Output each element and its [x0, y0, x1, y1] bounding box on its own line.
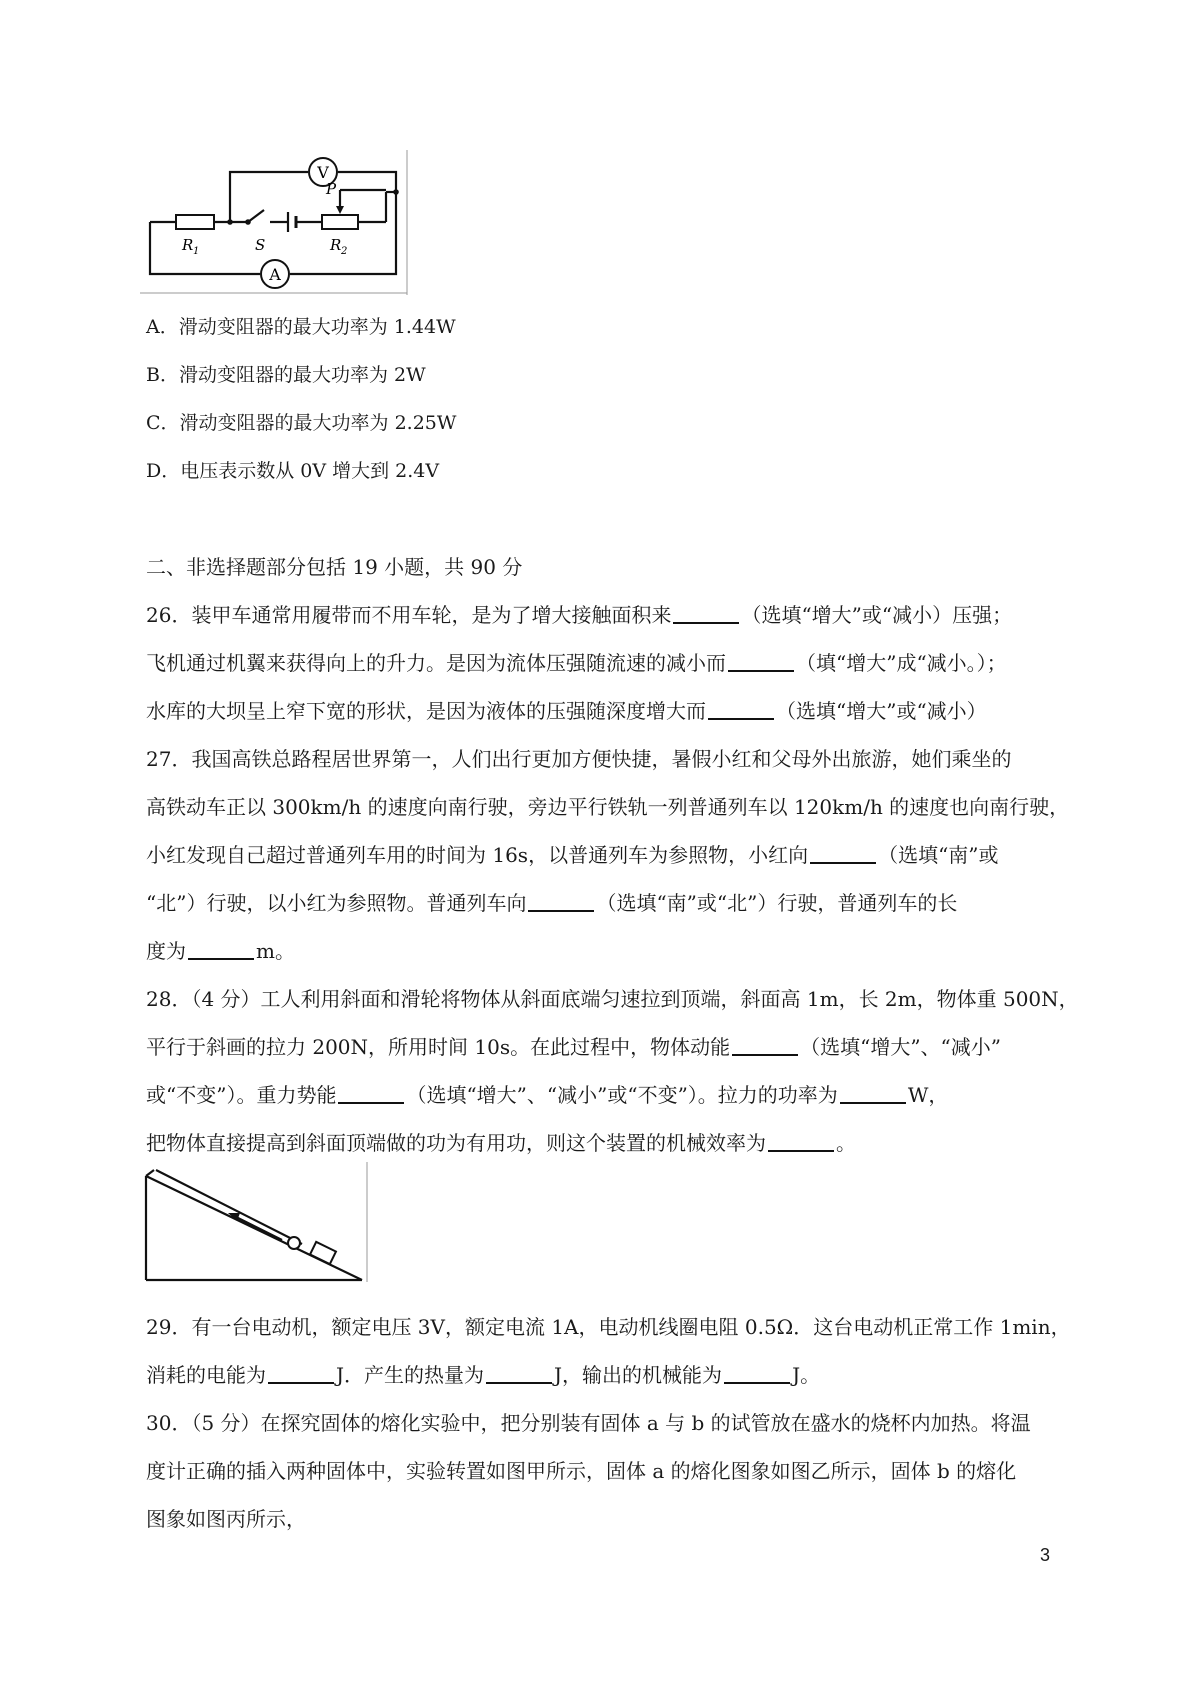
q30-line-2: 度计正确的插入两种固体中，实验转置如图甲所示，固体 a 的熔化图象如图乙所示，固体 b 的熔化 [146, 1459, 1017, 1483]
q27-line-2: 高铁动车正以 300km/h 的速度向南行驶，旁边平行铁轨一列普通列车以 120km/h 的速度也向南行驶， [146, 795, 1070, 819]
circuit-diagram [140, 150, 410, 295]
q26-line-1 [146, 601, 1012, 629]
answer-blank [486, 1362, 552, 1384]
option-a: A．滑动变阻器的最大功率为 1.44W [146, 316, 456, 338]
q28-text: 把物体直接提高到斜面顶端做的功为有用功，则这个装置的机械效率为 [146, 1131, 766, 1155]
q28-line-1: 28．（4 分）工人利用斜面和滑轮将物体从斜面底端匀速拉到顶端，斜面高 1m，长 2m，物体重 500N， [146, 987, 1079, 1011]
q27-text: （选填“南”或“北”）行驶，普通列车的长 [596, 891, 958, 915]
answer-blank [724, 1362, 790, 1384]
q29-text: J，输出的机械能为 [554, 1363, 723, 1387]
q26-text: 水库的大坝呈上窄下宽的形状，是因为液体的压强随深度增大而 [146, 699, 706, 723]
q27-line-5 [146, 937, 295, 965]
r2-sub-label: 2 [341, 246, 348, 257]
section-title: 二、非选择题部分包括 19 小题，共 90 分 [146, 555, 523, 579]
answer-blank [338, 1082, 404, 1104]
answer-blank [673, 602, 739, 624]
option-b: B．滑动变阻器的最大功率为 2W [146, 364, 426, 386]
q28-text: （选填“增大”、“减小” [800, 1035, 1002, 1059]
r2-label: R [330, 236, 342, 254]
r1-sub-label: 1 [193, 246, 200, 257]
q26-text: （选填“增大”或“减小） [776, 699, 987, 723]
answer-blank [768, 1130, 834, 1152]
answer-blank [268, 1362, 334, 1384]
q29-text: J。 [792, 1363, 821, 1387]
q29-line-1: 29．有一台电动机，额定电压 3V，额定电流 1A，电动机线圈电阻 0.5Ω．这台电动机正常工作 1min， [146, 1315, 1071, 1339]
ammeter-label: A [269, 265, 281, 284]
r1-label: R [182, 236, 194, 254]
q27-line-4 [146, 889, 957, 917]
answer-blank [732, 1034, 798, 1056]
q27-line-3 [146, 841, 999, 869]
q27-text: “北”）行驶，以小红为参照物。普通列车向 [146, 891, 527, 915]
option-d: D．电压表示数从 0V 增大到 2.4V [146, 460, 440, 482]
q28-text: 或“不变”）。重力势能 [146, 1083, 337, 1107]
q26-line-3 [146, 697, 987, 725]
q27-text: 度为 [146, 939, 186, 963]
q28-text: W， [907, 1083, 949, 1107]
q28-line-4 [146, 1129, 856, 1157]
option-c: C．滑动变阻器的最大功率为 2.25W [146, 412, 457, 434]
q26-text: （填“增大”成“减小。）； [796, 651, 1007, 675]
answer-blank [528, 890, 594, 912]
q28-line-3 [146, 1081, 948, 1109]
slider-label: P [326, 180, 337, 198]
incline-diagram [142, 1162, 370, 1282]
q26-text: 26．装甲车通常用履带而不用车轮，是为了增大接触面积来 [146, 603, 672, 627]
q28-text: 平行于斜画的拉力 200N，所用时间 10s。在此过程中，物体动能 [146, 1035, 731, 1059]
answer-blank [810, 842, 876, 864]
switch-label: S [255, 236, 266, 254]
q29-text: 消耗的电能为 [146, 1363, 266, 1387]
q26-text: 飞机通过机翼来获得向上的升力。是因为流体压强随流速的减小而 [146, 651, 726, 675]
q27-text: （选填“南”或 [878, 843, 999, 867]
q26-text: （选填“增大”或“减小）压强； [741, 603, 1013, 627]
q30-line-1: 30．（5 分）在探究固体的熔化实验中，把分别装有固体 a 与 b 的试管放在盛水的烧杯内加热。将温 [146, 1411, 1031, 1435]
answer-blank [708, 698, 774, 720]
answer-blank [840, 1082, 906, 1104]
page-number: 3 [1040, 1545, 1051, 1565]
q29-text: J．产生的热量为 [336, 1363, 485, 1387]
q27-text: 小红发现自己超过普通列车用的时间为 16s，以普通列车为参照物，小红向 [146, 843, 809, 867]
answer-blank [728, 650, 794, 672]
voltmeter-label: V [317, 163, 329, 182]
q28-text: 。 [836, 1131, 856, 1155]
q28-line-2 [146, 1033, 1001, 1061]
answer-blank [188, 938, 254, 960]
q30-line-3: 图象如图丙所示， [146, 1507, 306, 1531]
q29-line-2 [146, 1361, 820, 1389]
q27-line-1: 27．我国高铁总路程居世界第一，人们出行更加方便快捷，暑假小红和父母外出旅游，她们乘坐的 [146, 747, 1012, 771]
q27-text: m。 [256, 939, 295, 963]
q28-text: （选填“增大”、“减小”或“不变”）。拉力的功率为 [406, 1083, 838, 1107]
q26-line-2 [146, 649, 1007, 677]
